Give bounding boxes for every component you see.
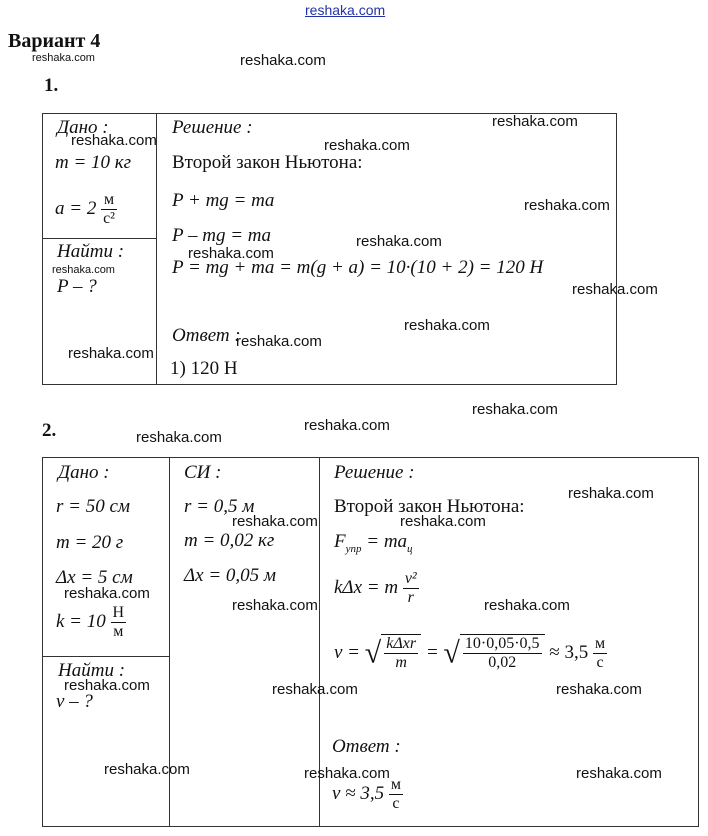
p2-eq1: $F_{упр} = ma_ц$: [334, 531, 413, 555]
variant-title: Вариант 4: [8, 30, 101, 52]
p2-answer-label: Ответ :: [332, 736, 401, 757]
watermark: reshaka.com: [484, 597, 570, 614]
watermark: reshaka.com: [104, 761, 190, 778]
watermark: reshaka.com: [136, 429, 222, 446]
watermark: reshaka.com: [64, 585, 150, 602]
p2-find-label: Найти :: [58, 660, 126, 681]
watermark: reshaka.com: [356, 233, 442, 250]
p2-si-label: СИ :: [184, 462, 222, 483]
p2-given-mass: m = 20 г: [56, 532, 124, 553]
watermark: reshaka.com: [568, 485, 654, 502]
problem-2-number: 2.: [42, 420, 57, 441]
p1-eq3: P = mg + ma = m(g + a) = 10·(10 + 2) = 120 Н: [172, 257, 544, 278]
p1-answer: 1) 120 Н: [170, 358, 238, 379]
p2-si-deformation: Δx = 0,05 м: [184, 565, 277, 586]
watermark: reshaka.com: [404, 317, 490, 334]
p2-find-value: v – ?: [56, 691, 93, 712]
p1-eq2: P – mg = ma: [172, 225, 272, 246]
p2-given-label: Дано :: [58, 462, 110, 483]
p1-given-mass: m = 10 кг: [55, 152, 132, 173]
p1-solution-label: Решение :: [172, 117, 253, 138]
p1-answer-label: Ответ :: [172, 325, 241, 346]
watermark: reshaka.com: [68, 345, 154, 362]
watermark: reshaka.com: [576, 765, 662, 782]
p2-solution-label: Решение :: [334, 462, 415, 483]
p2-eq2: kΔx = m $\frac{\text{v²}}{r}$: [334, 570, 417, 606]
watermark: reshaka.com: [400, 513, 486, 530]
watermark: reshaka.com: [71, 132, 157, 149]
p2-answer: v ≈ 3,5 $\frac{м}{с}$: [332, 776, 401, 812]
watermark-top-link[interactable]: reshaka.com: [305, 2, 386, 18]
watermark: reshaka.com: [524, 197, 610, 214]
p2-given-radius: r = 50 см: [56, 496, 131, 517]
p1-eq1: P + mg = ma: [172, 190, 275, 211]
watermark: reshaka.com: [236, 333, 322, 350]
p2-si-mass: m = 0,02 кг: [184, 530, 275, 551]
p2-given-deformation: Δx = 5 см: [56, 567, 133, 588]
watermark: reshaka.com: [232, 513, 318, 530]
p2-si-radius: r = 0,5 м: [184, 496, 255, 517]
p1-find-value: P – ?: [57, 276, 97, 297]
watermark: reshaka.com: [492, 113, 578, 130]
watermark: reshaka.com: [272, 681, 358, 698]
watermark: reshaka.com: [32, 52, 95, 64]
watermark: reshaka.com: [324, 137, 410, 154]
watermark: reshaka.com: [572, 281, 658, 298]
p1-given-label: Дано :: [57, 117, 109, 138]
watermark: reshaka.com: [304, 417, 390, 434]
watermark: reshaka.com: [64, 677, 150, 694]
watermark: reshaka.com: [556, 681, 642, 698]
watermark: reshaka.com: [52, 264, 115, 276]
watermark: reshaka.com: [188, 245, 274, 262]
watermark: reshaka.com: [232, 597, 318, 614]
problem-1-number: 1.: [44, 75, 59, 96]
p2-given-stiffness: k = 10 $\frac{Н}{м}$: [56, 604, 125, 640]
watermark: reshaka.com: [304, 765, 390, 782]
p2-eq3: v = √ $\frac{\text{kΔxr}}{m}$ = √ $\frac{10\cdot 0,05\cdot 0,5}{0,02}$ ≈ 3,5 $\frac{м}{с}$: [334, 635, 606, 671]
p1-law: Второй закон Ньютона:: [172, 152, 363, 173]
p2-law: Второй закон Ньютона:: [334, 496, 525, 517]
p1-find-label: Найти :: [57, 241, 125, 262]
p1-given-accel: a = 2 $\frac{м}{\text{с²}}$: [55, 191, 115, 227]
watermark: reshaka.com: [472, 401, 558, 418]
watermark: reshaka.com: [240, 52, 326, 69]
